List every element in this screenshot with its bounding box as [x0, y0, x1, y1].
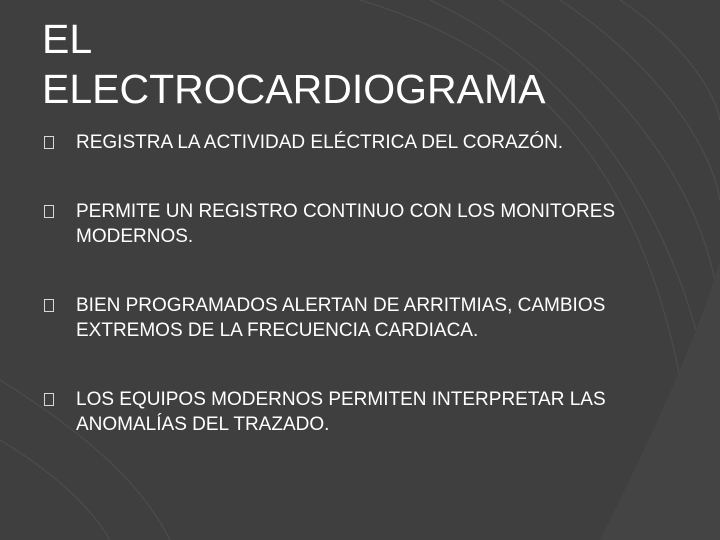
missing-glyph-box-icon [44, 299, 54, 312]
bullet-text: PERMITE UN REGISTRO CONTINUO CON LOS MONITORES MODERNOS. [76, 201, 616, 247]
bullet-text: LOS EQUIPOS MODERNOS PERMITEN INTERPRETAR LAS ANOMALÍAS DEL TRAZADO. [76, 389, 606, 435]
bullet-item [40, 387, 680, 437]
bullet-text: REGISTRA LA ACTIVIDAD ELÉCTRICA DEL CORAZÓN. [76, 132, 564, 153]
background-arc [0, 440, 110, 540]
bullet-list [40, 130, 680, 437]
missing-glyph-box-icon [44, 205, 54, 218]
missing-glyph-box-icon [44, 136, 54, 149]
missing-glyph-box-icon [44, 393, 54, 406]
slide-title [42, 14, 682, 114]
slide-title-line: ELECTROCARDIOGRAMA [42, 66, 546, 112]
bullet-item [40, 293, 680, 343]
bullet-item [40, 199, 680, 249]
slide-title-line: EL [42, 16, 93, 62]
bullet-item [40, 130, 680, 155]
bullet-text: BIEN PROGRAMADOS ALERTAN DE ARRITMIAS, CAMBIOS EXTREMOS DE LA FRECUENCIA CARDIACA. [76, 295, 606, 341]
